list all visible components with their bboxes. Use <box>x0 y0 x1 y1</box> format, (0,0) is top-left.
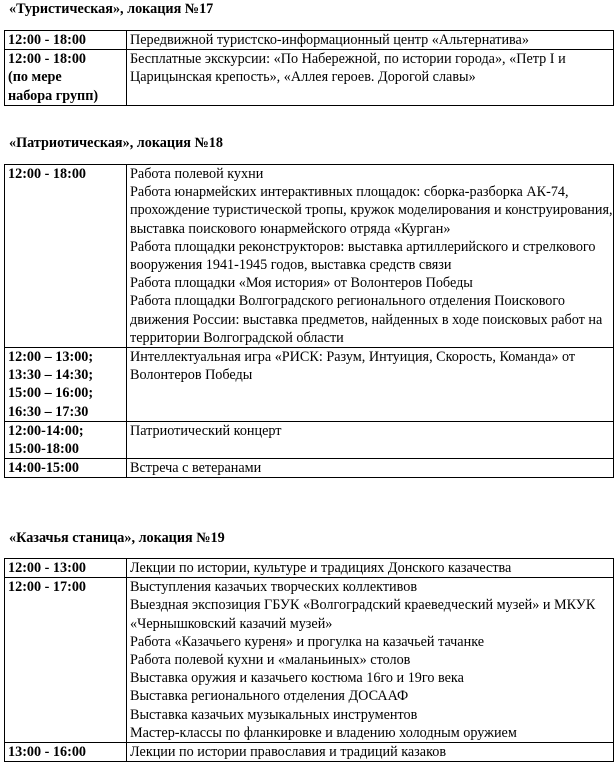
table-row <box>5 459 614 478</box>
time-cell: 12:00 – 13:00; 13:30 – 14:30; 15:00 – 16:00; 16:30 – 17:30 <box>5 348 127 422</box>
time-cell: 12:00 - 13:00 <box>5 559 127 578</box>
schedule-table-cossack <box>4 558 614 762</box>
table-row <box>5 165 614 348</box>
table-row <box>5 31 614 50</box>
time-cell: 12:00 - 18:00 <box>5 165 127 348</box>
time-cell: 12:00 - 18:00 (по мере набора групп) <box>5 50 127 106</box>
event-cell: Работа полевой кухни Работа юнармейских интерактивных площадок: сборка-разборка АК-74, прохождение туристической тропы, кружок моделирования и конструирования, выставка поискового юнармейского отряда «Курган» Работа площадки реконструкторов: выставка артиллерийского и стрелкового вооружения 1941-1945 годов, выставка средств связи Работа площадки «Моя история» от Волонтеров Победы Работа площадки Волгоградского регионального отделения Поискового движения России: выставка предметов, найденных в ходе поисковых работ на территории Волгоградской области <box>127 165 614 348</box>
table-row <box>5 578 614 743</box>
event-cell: Лекции по истории, культуре и традициях Донского казачества <box>127 559 614 578</box>
time-cell: 12:00 - 17:00 <box>5 578 127 743</box>
schedule-table-patriotic <box>4 164 614 478</box>
event-cell: Интеллектуальная игра «РИСК: Разум, Интуиция, Скорость, Команда» от Волонтеров Победы <box>127 348 614 422</box>
section-title-cossack: «Казачья станица», локация №19 <box>9 530 225 546</box>
event-cell: Выступления казачьих творческих коллективов Выездная экспозиция ГБУК «Волгоградский краеведческий музей» и МКУК «Чернышковский казачий музей» Работа «Казачьего куреня» и прогулка на казачьей тачанке Работа полевой кухни и «маланьиных» столов Выставка оружия и казачьего костюма 16го и 19го века Выставка регионального отделения ДОСААФ Выставка казачьих музыкальных инструментов Мастер-классы по фланкировке и владению холодным оружием <box>127 578 614 743</box>
event-cell: Передвижной туристско-информационный центр «Альтернатива» <box>127 31 614 50</box>
event-cell: Встреча с ветеранами <box>127 459 614 478</box>
table-row <box>5 50 614 106</box>
schedule-table-tourist <box>4 30 614 106</box>
time-cell: 14:00-15:00 <box>5 459 127 478</box>
section-title-tourist: «Туристическая», локация №17 <box>9 1 214 17</box>
table-row <box>5 421 614 458</box>
section-title-patriotic: «Патриотическая», локация №18 <box>9 135 223 151</box>
time-cell: 12:00 - 18:00 <box>5 31 127 50</box>
event-cell: Патриотический концерт <box>127 421 614 458</box>
event-cell: Бесплатные экскурсии: «По Набережной, по истории города», «Петр I и Царицынская крепость», «Аллея героев. Дорогой славы» <box>127 50 614 106</box>
time-cell: 12:00-14:00; 15:00-18:00 <box>5 421 127 458</box>
table-row <box>5 743 614 762</box>
event-cell: Лекции по истории православия и традиций казаков <box>127 743 614 762</box>
time-cell: 13:00 - 16:00 <box>5 743 127 762</box>
table-row <box>5 348 614 422</box>
table-row <box>5 559 614 578</box>
